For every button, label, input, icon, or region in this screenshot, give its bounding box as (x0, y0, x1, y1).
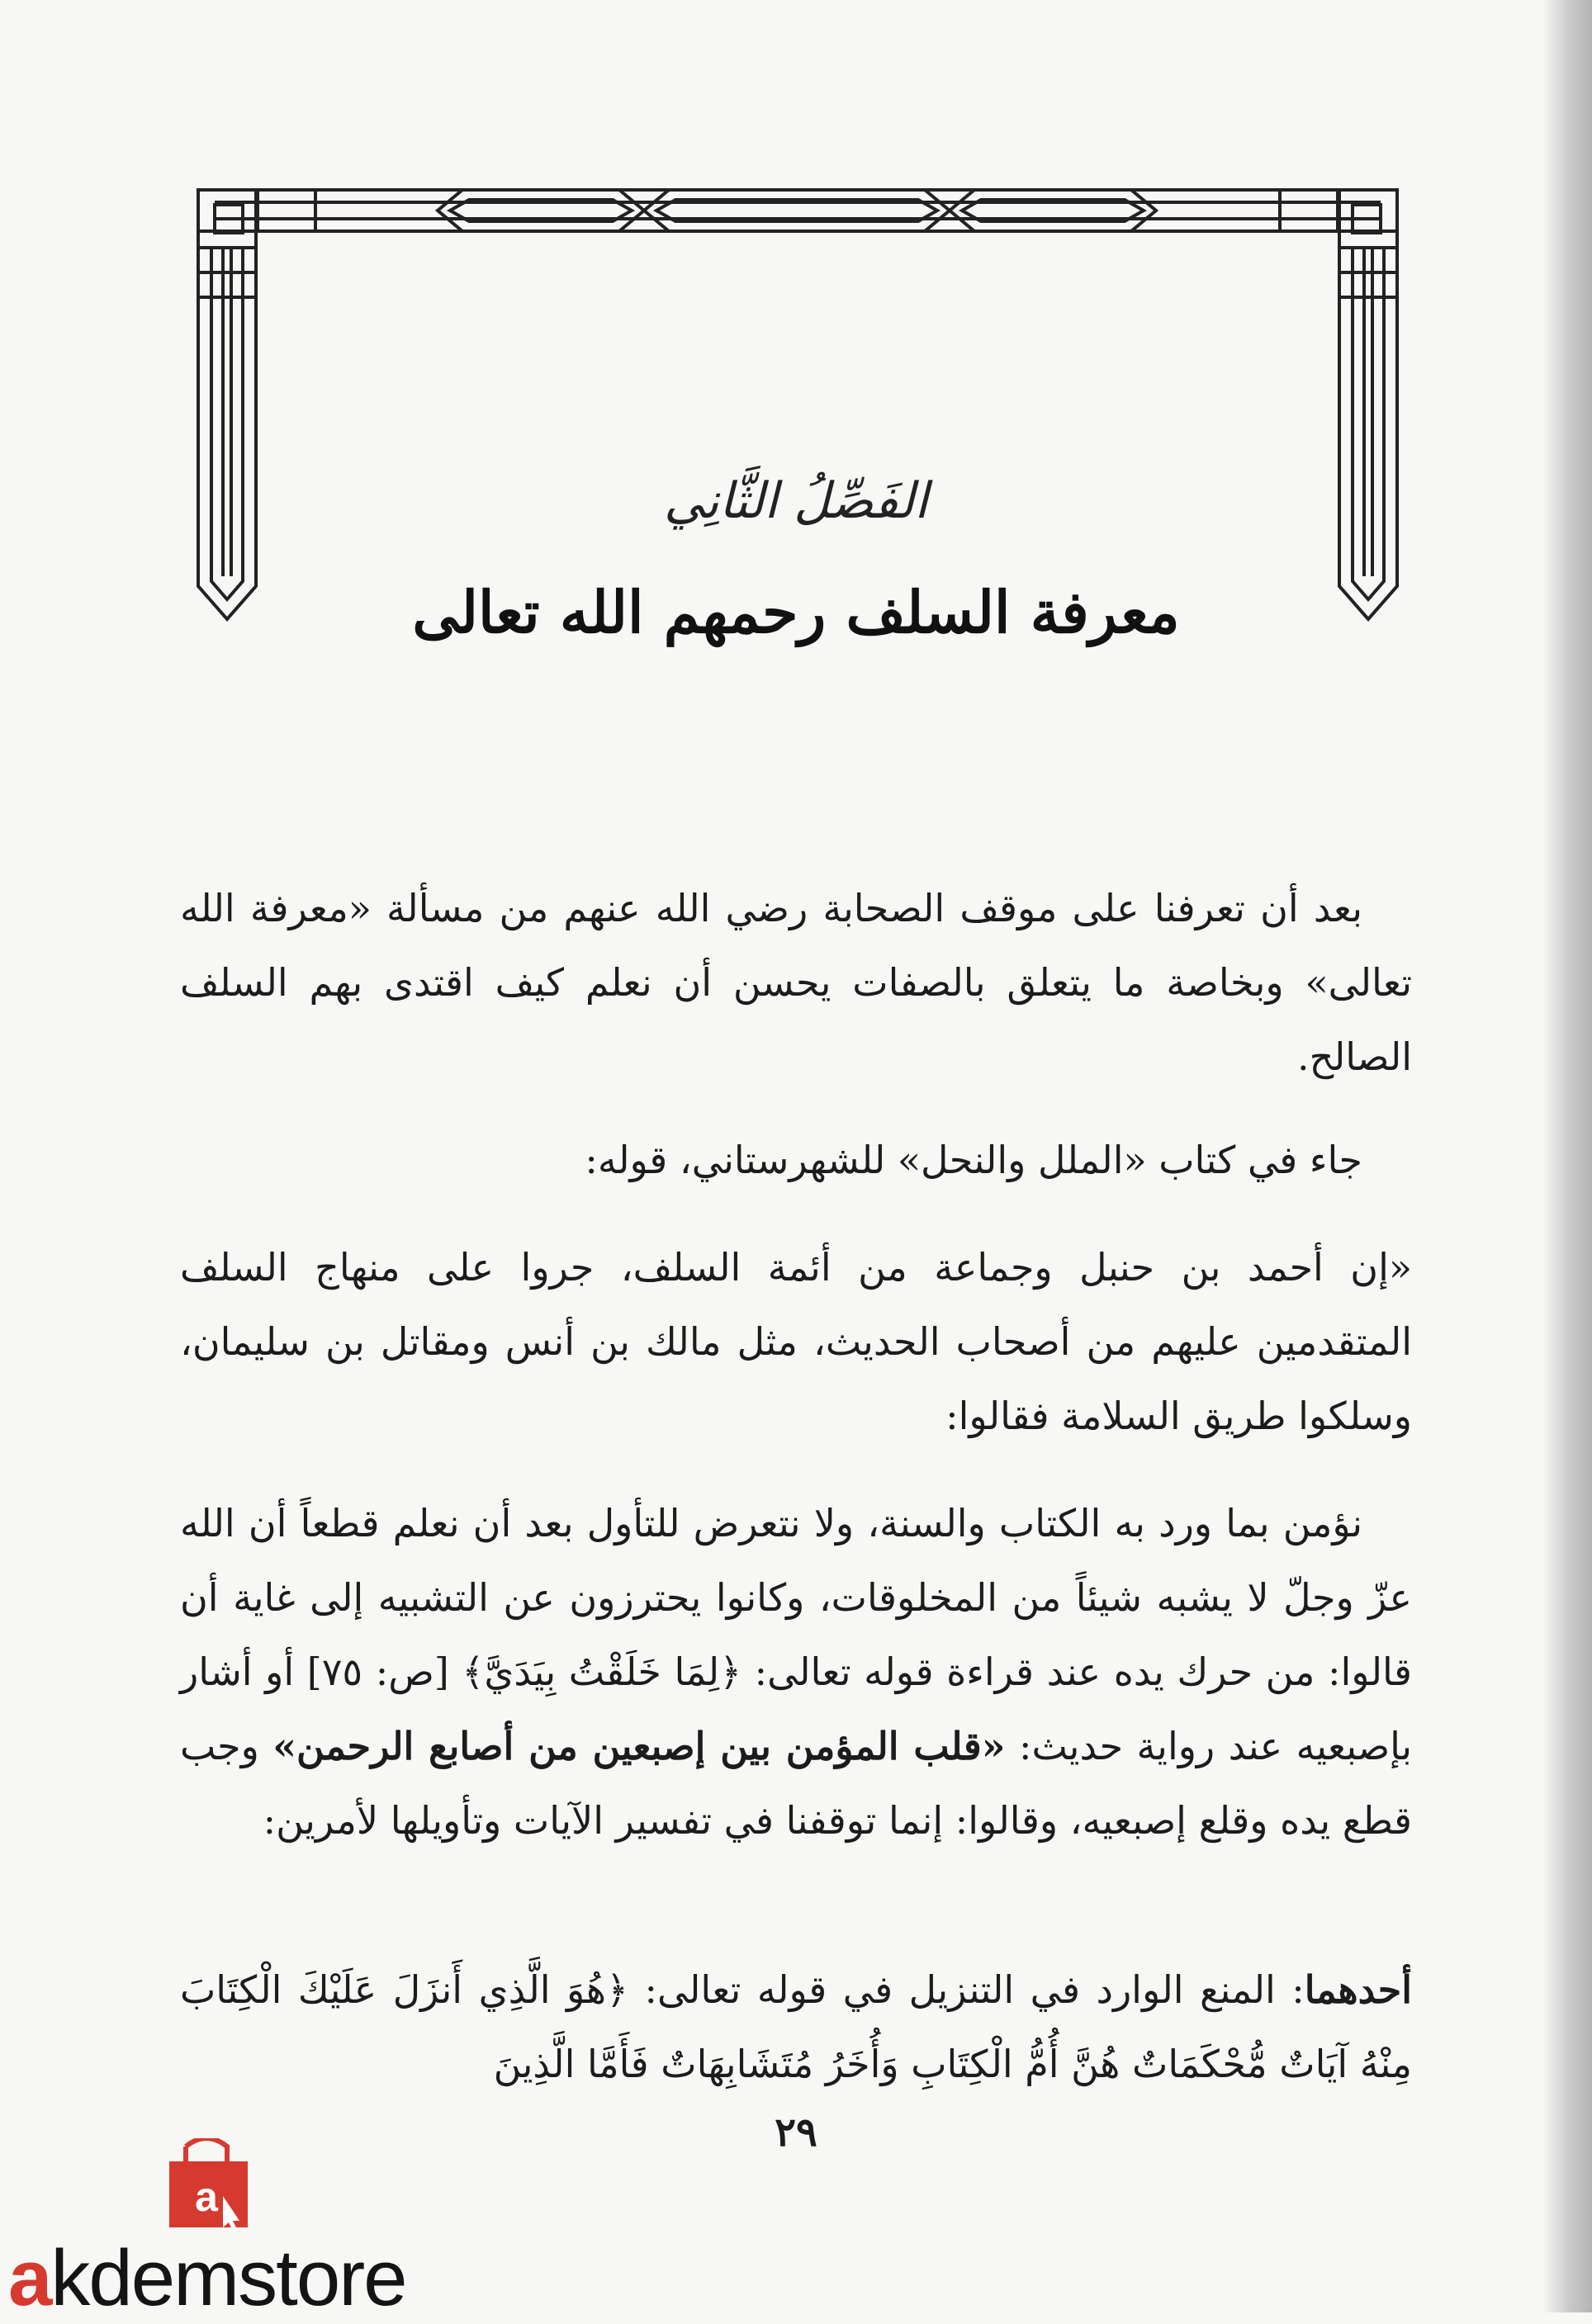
paragraph-4-text-b: [ص: ٧٥] أو أشار بإصبعيه عند رواية حديث: (180, 1650, 1413, 1768)
store-logo-text (8, 2233, 406, 2324)
logo-rest-text: kdemstore (50, 2234, 406, 2322)
chapter-title: معرفة السلف رحمهم الله تعالى (412, 578, 1180, 646)
hadith-quote: «قلب المؤمن بين إصبعين من أصابع الرحمن» (272, 1724, 1006, 1768)
paragraph-4-text-a: نؤمن بما ورد به الكتاب والسنة، ولا نتعرض للتأول بعد أن نعلم قطعاً أن الله عزّ وجلّ لا يشبه شيئاً من المخلوقات، وكانوا يحترزون عن التشبيه إلى غاية أن قالوا: من حرك يده عند قراءة قوله تعالى: (180, 1501, 1413, 1694)
quran-verse-1: ﴿لِمَا خَلَقْتُ بِيَدَيَّ﴾ (462, 1650, 742, 1694)
paragraph-5-label: أحدهما (1304, 1967, 1412, 2012)
ornamental-header-frame (190, 173, 1405, 636)
paragraph-4-text-c: وجب قطع يده وقلع إصبعيه، وقالوا: إنما توقفنا في تفسير الآيات وتأويلها لأمرين: (180, 1724, 1412, 1843)
quran-verse-2: ﴿هُوَ الَّذِي أَنزَلَ عَلَيْكَ الْكِتَابَ مِنْهُ آيَاتٌ مُّحْكَمَاتٌ هُنَّ أُمُّ الْكِتَابِ وَأُخَرُ مُتَشَابِهَاتٌ فَأَمَّا الَّذِينَ (180, 1967, 1412, 2086)
paragraph-2: جاء في كتاب «الملل والنحل» للشهرستاني، قوله: (585, 1138, 1362, 1182)
paragraph-5 (180, 1952, 1412, 2101)
svg-text:a: a (195, 2174, 218, 2220)
page-edge-shadow (1542, 0, 1592, 2312)
page-number: ٢٩ (775, 2109, 817, 2156)
chapter-label: الفَصِّلُ الثَّانِي (664, 472, 928, 530)
paragraph-3: «إن أحمد بن حنبل وجماعة من أئمة السلف، جروا على منهاج السلف المتقدمين عليهم من أصحاب الحديث، مثل مالك بن أنس ومقاتل بن سليمان، وسلكوا طريق السلامة فقالوا: (180, 1245, 1412, 1438)
paragraph-1: بعد أن تعرفنا على موقف الصحابة رضي الله عنهم من مسألة «معرفة الله تعالى» وبخاصة ما يتعلق بالصفات يحسن أن نعلم كيف اقتدى بهم السلف الصالح. (180, 886, 1412, 1079)
paragraph-5-text-a: : المنع الوارد في التنزيل في قوله تعالى: (644, 1967, 1305, 2012)
paragraph-4 (180, 1486, 1412, 1858)
logo-first-letter: a (8, 2234, 51, 2322)
